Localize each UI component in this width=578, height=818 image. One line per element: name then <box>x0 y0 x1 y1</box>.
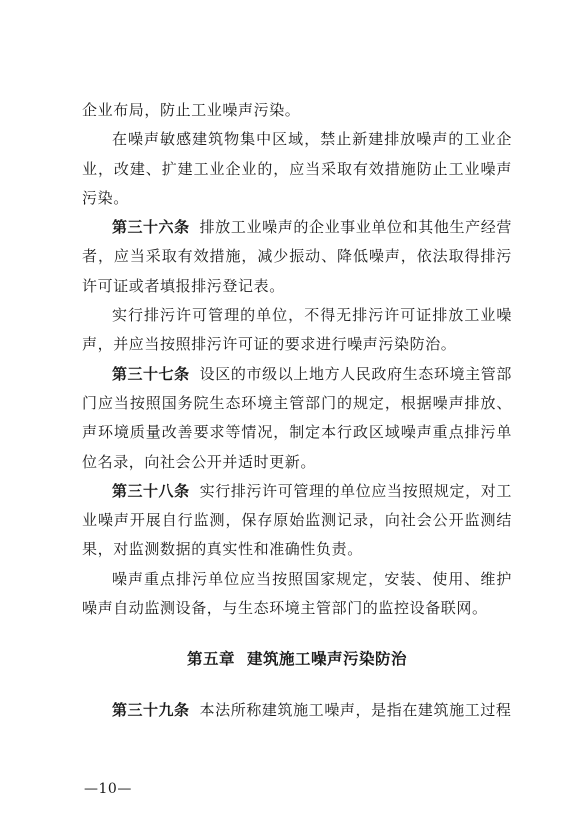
article-38 <box>82 477 512 565</box>
chapter-heading <box>82 645 512 674</box>
article-number: 第三十八条 <box>112 481 190 500</box>
article-number: 第三十九条 <box>112 701 190 720</box>
article-37 <box>82 360 512 477</box>
article-number: 第三十六条 <box>112 218 190 237</box>
paragraph-continuation <box>82 96 512 125</box>
article-36 <box>82 213 512 301</box>
paragraph-text: 本法所称建筑施工噪声，是指在建筑施工过程 <box>199 701 512 720</box>
chapter-title: 建筑施工噪声污染防治 <box>247 650 408 669</box>
paragraph-text: 企业布局，防止工业噪声污染。 <box>82 101 301 119</box>
paragraph-permit-management <box>82 301 512 360</box>
paragraph-text: 排放工业噪声的企业事业单位和其他生产经营者，应当采取有效措施，减少振动、降低噪声，依法取得排污许可证或者填报排污登记表。 <box>82 218 512 295</box>
paragraph-text: 实行排污许可管理的单位应当按照规定，对工业噪声开展自行监测，保存原始监测记录，向社会公开监测结果，对监测数据的真实性和准确性负责。 <box>82 481 512 559</box>
paragraph-automatic-monitoring <box>82 565 512 624</box>
paragraph-text: 设区的市级以上地方人民政府生态环境主管部门应当按照国务院生态环境主管部门的规定，根据噪声排放、声环境质量改善要求等情况，制定本行政区域噪声重点排污单位名录，向社会公开并适时更新。 <box>82 364 512 471</box>
paragraph-noise-sensitive-area <box>82 125 512 213</box>
paragraph-text: 在噪声敏感建筑物集中区域，禁止新建排放噪声的工业企业，改建、扩建工业企业的，应当采取有效措施防止工业噪声污染。 <box>82 130 512 207</box>
chapter-number: 第五章 <box>186 650 235 669</box>
paragraph-text: 噪声重点排污单位应当按照国家规定，安装、使用、维护噪声自动监测设备，与生态环境主管部门的监控设备联网。 <box>82 569 512 618</box>
document-body <box>82 96 512 726</box>
article-39 <box>82 696 512 725</box>
page-number: —10— <box>84 781 132 797</box>
paragraph-text: 实行排污许可管理的单位，不得无排污许可证排放工业噪声，并应当按照排污许可证的要求进行噪声污染防治。 <box>82 306 512 354</box>
article-number: 第三十七条 <box>112 364 190 383</box>
